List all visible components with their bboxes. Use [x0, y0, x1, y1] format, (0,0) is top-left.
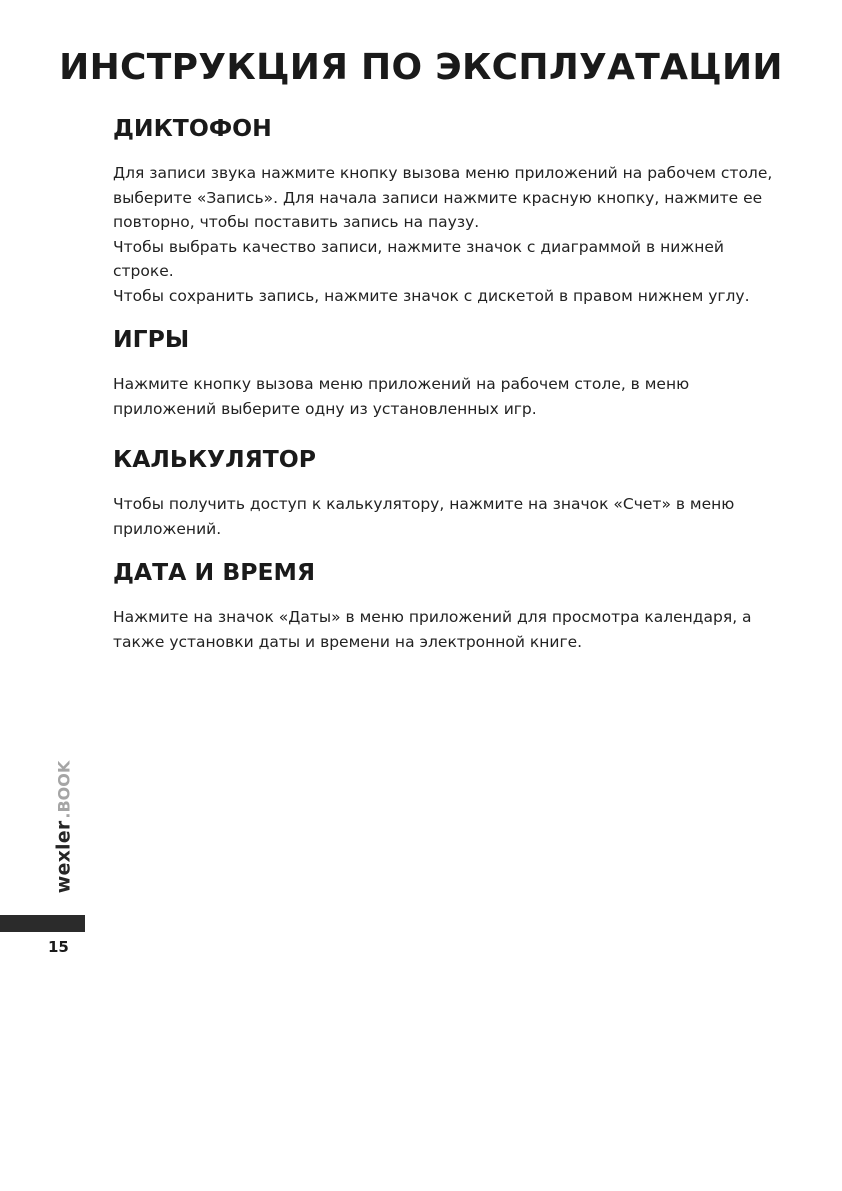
- section-heading-date-time: ДАТА И ВРЕМЯ: [113, 558, 316, 586]
- section-heading-calculator: КАЛЬКУЛЯТОР: [113, 445, 316, 473]
- section-heading-games: ИГРЫ: [113, 325, 190, 353]
- paragraph: Нажмите кнопку вызова меню приложений на рабочем столе, в меню приложений выберите одну из установленных игр.: [113, 375, 690, 418]
- brand-name: wexler: [52, 820, 75, 894]
- brand-logo: [53, 761, 76, 894]
- section-calculator: [113, 445, 773, 541]
- page-title: ИНСТРУКЦИЯ ПО ЭКСПЛУАТАЦИИ: [59, 47, 783, 88]
- paragraph: Нажмите на значок «Даты» в меню приложений для просмотра календаря, а также установки даты и времени на электронной книге.: [113, 608, 752, 651]
- section-date-time: [113, 558, 773, 654]
- section-heading-dictaphone: ДИКТОФОН: [113, 114, 272, 142]
- paragraph: Чтобы выбрать качество записи, нажмите значок с диаграммой в нижней строке.: [113, 237, 724, 280]
- footer-bar: [0, 915, 85, 932]
- section-dictaphone: [113, 114, 773, 308]
- section-games: [113, 325, 773, 421]
- paragraph: Чтобы сохранить запись, нажмите значок с дискетой в правом нижнем углу.: [113, 286, 750, 305]
- brand-suffix: .BOOK: [54, 760, 74, 819]
- page-number: 15: [48, 938, 69, 956]
- paragraph: Для записи звука нажмите кнопку вызова меню приложений на рабочем столе, выберите «Запись». Для начала записи нажмите красную кнопку, нажмите ее повторно, чтобы поставить запись на паузу.: [113, 164, 773, 231]
- paragraph: Чтобы получить доступ к калькулятору, нажмите на значок «Счет» в меню приложений.: [113, 495, 735, 538]
